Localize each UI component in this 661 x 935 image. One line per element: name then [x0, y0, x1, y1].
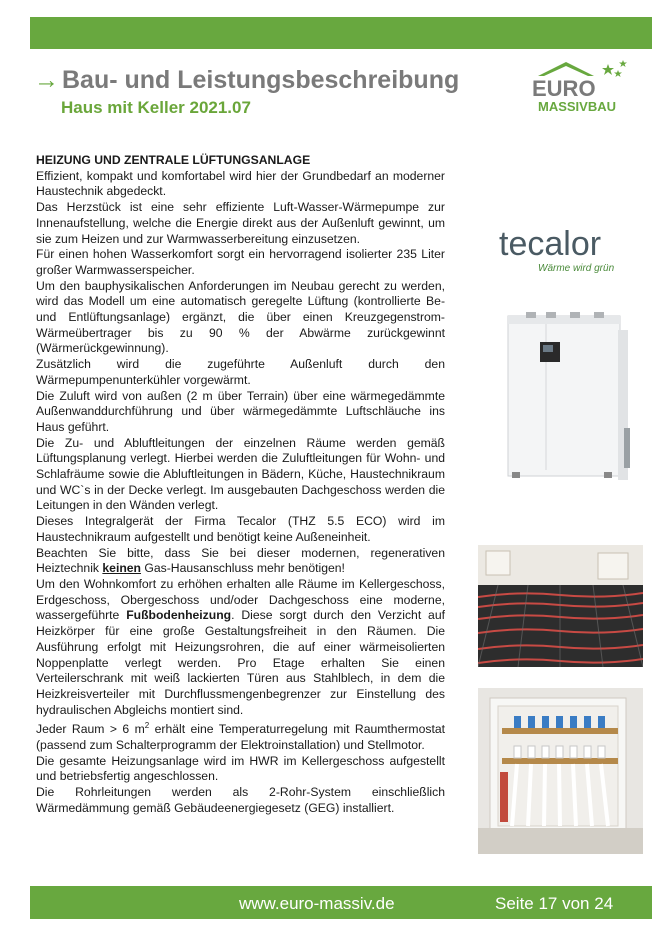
paragraph: Die Zuluft wird von außen (2 m über Terrain) über eine wärmegedämmte Außenwanddurchführung und über wärmegedämmte Luftschläuche ins Haus geführt. [36, 388, 445, 434]
footer-bar [30, 886, 652, 919]
euro-massivbau-logo [530, 58, 630, 118]
paragraph: Um den bauphysikalischen Anforderungen im Neubau gerecht zu werden, wird das Modell um eine automatisch geregelte Lüftung (kontrollierte Be- und Entlüftungsanlage) ergänzt, die über einen Kreuzgegenstrom-Wärmeübertrager bis zu 90 % der Abwärme zurückgewinnt (Wärmerückgewinnung). [36, 278, 445, 356]
header-bar [30, 17, 652, 49]
paragraph: Jeder Raum > 6 $m^2$ erhält eine Temperaturregelung mit Raumthermostat (passend zum Schalterprogramm der Elektroinstallation) und Stellmotor. [36, 721, 445, 753]
underfloor-heating-image [478, 545, 643, 667]
svg-text:Wärme wird grün: Wärme wird grün [538, 263, 615, 274]
footer-url[interactable]: www.euro-massiv.de [239, 894, 395, 913]
arrow-right-icon: → [34, 66, 59, 94]
paragraph: Beachten Sie bitte, dass Sie bei dieser modernen, regenerativen Heiztechnik keinen Gas-Hausanschluss mehr benötigen! [36, 545, 445, 576]
paragraph: Die Zu- und Abluftleitungen der einzelnen Räume werden gemäß Lüftungsplanung verlegt. Hierbei werden die Zuluftleitungen für Wohn- und Schlafräume sowie die Abluftleitungen in Bädern, Küche, Haustechnikraum und WC`s in der Decke verlegt. Im ausgebauten Dachgeschoss werden die Leitungen in den Wänden verlegt. [36, 435, 445, 513]
main-text [36, 153, 445, 817]
paragraph: Dieses Integralgerät der Firma Tecalor (THZ 5.5 ECO) wird im Haustechnikraum aufgestellt und benötigt keine Außeneinheit. [36, 514, 445, 544]
paragraph: Um den Wohnkomfort zu erhöhen erhalten alle Räume im Kellergeschoss, Erdgeschoss, Obergeschoss und/oder Dachgeschoss eine moderne, wassergeführte Fußbodenheizung. Diese sorgt durch den Verzicht auf Heizkörper für eine große Gestaltungsfreiheit in den Räumen. Die Ausführung erfolgt mit Heizungsrohren, die auf einer wärmeisolierten Noppenplatte verlegt werden. Pro Etage erhalten Sie einen Verteilerschrank mit weiß lackierten Türen aus Stahlblech, in dem die Heizkreisverteiler mit Durchflussmengenbegrenzer zur Einstellung des hydraulischen Abgleichs montiert sind. [36, 576, 445, 717]
section-heading: HEIZUNG UND ZENTRALE LÜFTUNGSANLAGE [36, 153, 311, 167]
svg-text:EURO: EURO [532, 76, 596, 101]
tecalor-logo [497, 225, 647, 275]
heating-manifold-image [478, 688, 643, 854]
svg-text:MASSIVBAU: MASSIVBAU [538, 99, 617, 114]
paragraph: Effizient, kompakt und komfortabel wird hier der Grundbedarf an moderner Haustechnik abgedeckt. [36, 168, 445, 199]
heat-pump-image [500, 310, 640, 485]
paragraph: Für einen hohen Wasserkomfort sorgt ein hervorragend isolierter 235 Liter großer Warmwasserspeicher. [36, 247, 445, 277]
page-title: → Bau- und Leistungsbeschreibung [34, 66, 460, 94]
page-subtitle: Haus mit Keller 2021.07 [61, 98, 251, 117]
paragraph: Zusätzlich wird die zugeführte Außenluft durch den Wärmepumpenunterkühler vorgewärmt. [36, 357, 445, 387]
svg-text:tecalor: tecalor [499, 225, 602, 263]
paragraph: Die gesamte Heizungsanlage wird im HWR im Kellergeschoss aufgestellt und betriebsfertig angeschlossen. [36, 753, 445, 784]
paragraph: Die Rohrleitungen werden als 2-Rohr-System einschließlich Wärmedämmung gemäß Gebäudeenergiegesetz (GEG) installiert. [36, 785, 445, 815]
page-number: Seite 17 von 24 [495, 894, 614, 913]
paragraph: Das Herzstück ist eine sehr effiziente Luft-Wasser-Wärmepumpe zur Innenaufstellung, welche die Energie direkt aus der Außenluft gewinnt, um sie zum Heizen und zur Warmwasserbereitung einzusetzen. [36, 200, 445, 246]
